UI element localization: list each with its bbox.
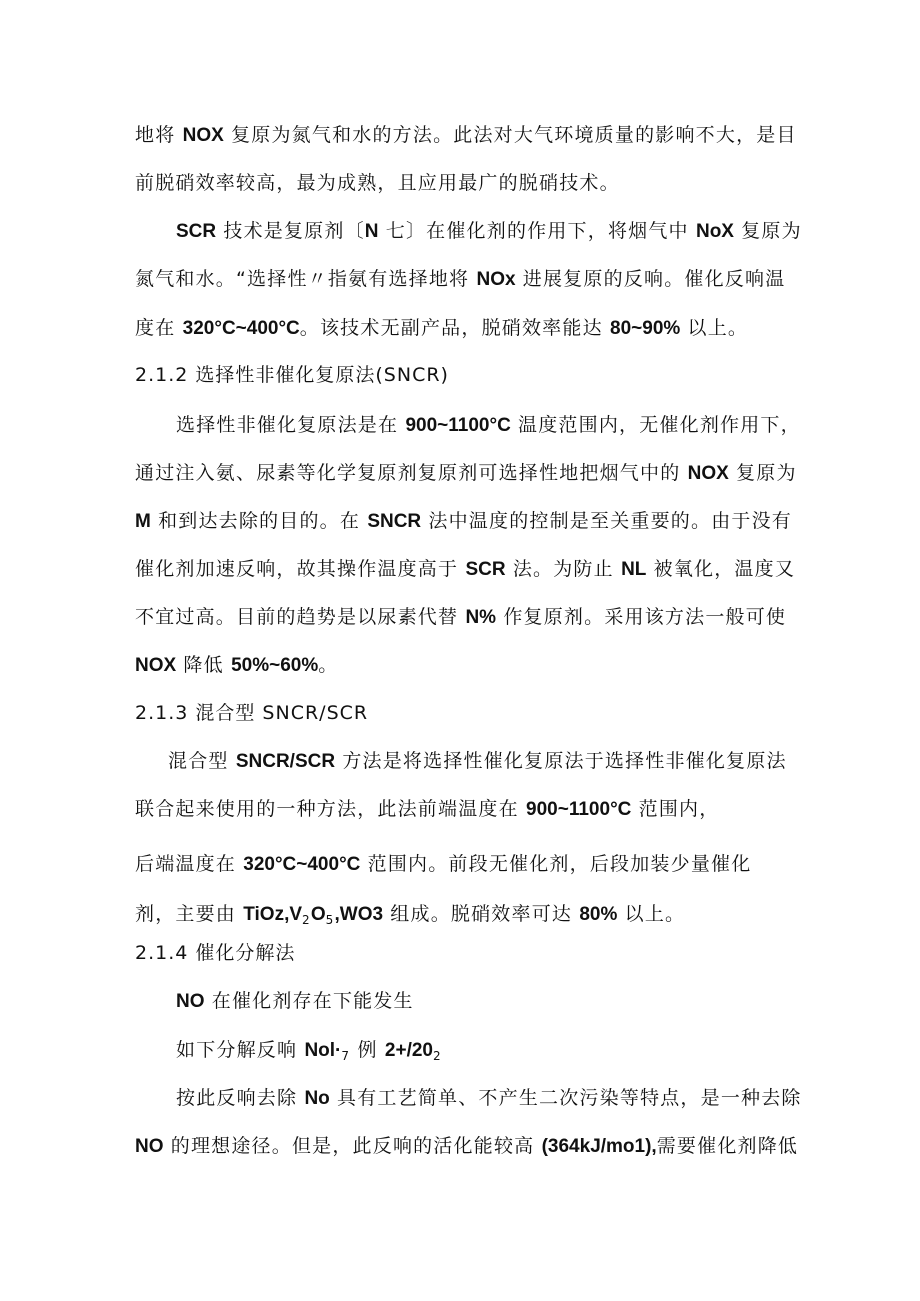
paragraph-line (135, 902, 685, 927)
text-run: 联合起来使用的一种方法，此法前端温度在 (135, 798, 527, 820)
text-run: 后端温度在 (135, 853, 244, 875)
text-run: 在催化剂存在下能发生 (204, 990, 414, 1012)
text-run: 降低 (176, 654, 232, 676)
text-run: 通过注入氨、尿素等化学复原剂复原剂可选择性地把烟气中的 (135, 462, 688, 484)
paragraph-line (176, 1086, 802, 1111)
paragraph-line (135, 171, 620, 195)
text-run: 作复原剂。采用该方法一般可使 (496, 606, 787, 628)
text-run: 范围内， (631, 798, 720, 820)
text-run: 复原为 (728, 462, 797, 484)
text-run: 组成。脱硝效率可达 (383, 903, 580, 925)
subscript: 2 (433, 1049, 442, 1063)
text-run: 法。为防止 (505, 558, 622, 580)
bold-term: SNCR/SCR (235, 751, 336, 772)
text-run: 2.1.2 选择性非催化复原法(SNCR) (135, 364, 449, 386)
paragraph-line (135, 509, 792, 534)
text-run: 如下分解反响 (176, 1039, 305, 1061)
bold-term: No (304, 1088, 330, 1109)
text-run: 。该技术无副产品，脱硝效率能达 (299, 317, 611, 339)
paragraph-line (135, 797, 719, 822)
paragraph-line (135, 316, 748, 341)
bold-term: 2+/20 (384, 1040, 433, 1061)
bold-term: NO (176, 991, 205, 1012)
text-run: 以上。 (617, 903, 686, 925)
text-run: 按此反响去除 (176, 1087, 305, 1109)
text-run: 2.1.3 混合型 SNCR/SCR (135, 702, 369, 724)
text-run: 例 (350, 1039, 385, 1061)
text-run: 和到达去除的目的。在 (150, 510, 368, 532)
paragraph-line (135, 605, 786, 630)
bold-term: (364kJ/mo1), (541, 1136, 657, 1157)
bold-term: ,WO3 (334, 904, 384, 925)
bold-term: NO (135, 1136, 164, 1157)
bold-term: SCR (465, 559, 506, 580)
bold-term: SNCR (367, 511, 422, 532)
text-run: 剂，主要由 (135, 903, 244, 925)
section-heading-2-1-3 (135, 701, 368, 725)
section-heading-2-1-4 (135, 941, 295, 965)
paragraph-line (135, 557, 795, 582)
bold-term: NOX (135, 655, 177, 676)
text-run: 需要催化剂降低 (656, 1135, 799, 1157)
bold-term: NL (621, 559, 647, 580)
subscript: 5 (325, 913, 335, 927)
bold-term: N% (465, 607, 497, 628)
bold-term: M (135, 511, 151, 532)
bold-term: 80% (579, 904, 618, 925)
bold-term: 900~1100°C (526, 799, 632, 820)
bold-term: 80~90% (610, 318, 681, 339)
bold-term: O (310, 904, 326, 925)
text-run: 选择性非催化复原法是在 (176, 414, 406, 436)
bold-term: NoX (695, 221, 734, 242)
bold-term: N (364, 221, 379, 242)
bold-term: NOX (687, 463, 729, 484)
paragraph-line (168, 749, 787, 774)
text-run: 具有工艺简单、不产生二次污染等特点，是一种去除 (329, 1087, 802, 1109)
text-run: 混合型 (168, 750, 236, 772)
text-run: 被氧化，温度又 (646, 558, 796, 580)
bold-term: 320°C~400°C (243, 854, 361, 875)
paragraph-line (176, 1038, 442, 1063)
paragraph-line (135, 123, 797, 148)
paragraph-line (135, 267, 785, 292)
text-run: 方法是将选择性催化复原法于选择性非催化复原法 (335, 750, 787, 772)
text-run: 氮气和水。“选择性〃指氨有选择地将 (135, 268, 477, 290)
text-run: 催化剂加速反响，故其操作温度高于 (135, 558, 466, 580)
text-run: 。 (318, 654, 339, 676)
subscript: 2 (302, 913, 311, 927)
text-run: 温度范围内，无催化剂作用下， (510, 414, 801, 436)
bold-term: Nol· (304, 1040, 342, 1061)
paragraph-line (176, 413, 801, 438)
text-run: 技术是复原剂〔 (216, 220, 365, 242)
paragraph-line (135, 653, 338, 678)
paragraph-line (135, 1134, 798, 1159)
bold-term: 320°C~400°C (182, 318, 300, 339)
text-run: 法中温度的控制是至关重要的。由于没有 (421, 510, 792, 532)
bold-term: 50%~60% (231, 655, 319, 676)
text-run: 范围内。前段无催化剂，后段加装少量催化 (360, 853, 752, 875)
text-run: 进展复原的反响。催化反响温 (515, 268, 786, 290)
text-run: 地将 (135, 124, 183, 146)
text-run: 七〕在催化剂的作用下，将烟气中 (378, 220, 696, 242)
text-run: 的理想途径。但是，此反响的活化能较高 (163, 1135, 542, 1157)
text-run: 复原为 (733, 220, 802, 242)
text-run: 以上。 (680, 317, 749, 339)
section-heading-2-1-2 (135, 363, 449, 387)
text-run: 度在 (135, 317, 183, 339)
text-run: 2.1.4 催化分解法 (135, 942, 296, 964)
text-run: 复原为氮气和水的方法。此法对大气环境质量的影响不大，是目 (223, 124, 797, 146)
paragraph-line (135, 852, 751, 877)
paragraph-line (176, 219, 802, 244)
text-run: 前脱硝效率较高，最为成熟，且应用最广的脱硝技术。 (135, 172, 620, 194)
subscript: 7 (341, 1049, 351, 1063)
bold-term: NOX (182, 125, 224, 146)
paragraph-line (135, 461, 797, 486)
bold-term: TiOz,V (243, 904, 303, 925)
text-run: 不宜过高。目前的趋势是以尿素代替 (135, 606, 466, 628)
bold-term: 900~1100°C (405, 415, 511, 436)
bold-term: SCR (176, 221, 217, 242)
paragraph-line (176, 989, 414, 1014)
bold-term: NOx (476, 269, 516, 290)
